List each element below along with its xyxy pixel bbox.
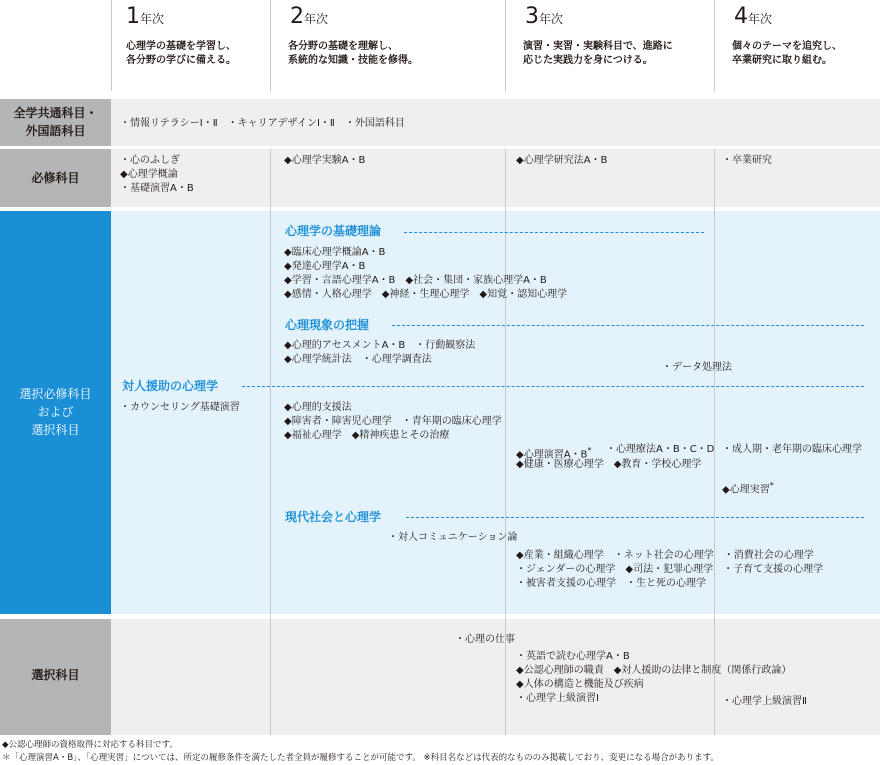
year-4-title: 4年次 xyxy=(734,4,773,29)
common-label: 全学共通科目・ 外国語科目 xyxy=(13,106,98,138)
required-label: 必修科目 xyxy=(31,171,80,185)
phenomena-y3: ・データ処理法 xyxy=(662,362,732,373)
column-divider xyxy=(111,0,112,91)
phenomena-list: ◆心理的アセスメントA・B ・行動観察法 ◆心理学統計法 ・心理学調査法 xyxy=(284,340,476,365)
year-2-title: 2年次 xyxy=(290,4,329,29)
column-divider xyxy=(714,149,715,735)
support-y1: ・カウンセリング基礎演習 xyxy=(120,402,240,413)
column-divider xyxy=(270,0,271,91)
required-y2: ◆心理学実験A・B xyxy=(284,155,366,166)
year-3-desc: 演習・実習・実験科目で、進路に 応じた実践力を身につける。 xyxy=(523,41,673,66)
footnote-2: ＊「心理演習A・B」、「心理実習」については、所定の履修条件を満たした者全員が履修することが可能です。 ※科目名などは代表的なもののみ掲載しており、変更になる場合があります。 xyxy=(2,753,719,763)
elective-required-label: 選択必修科目 および 選択科目 xyxy=(19,387,92,437)
category-support-title: 対人援助の心理学 xyxy=(122,379,219,393)
required-y4: ・卒業研究 xyxy=(722,155,772,166)
category-basic-theory-title: 心理学の基礎理論 xyxy=(285,224,382,238)
elective-y3-list: ・英語で読む心理学A・B ◆公認心理師の職責 ◆対人援助の法律と制度（関係行政論） ◆人体の構造と機能及び疾病 ・心理学上級演習Ⅰ xyxy=(516,651,792,704)
year-1-desc: 心理学の基礎を学習し、 各分野の学びに備える。 xyxy=(126,41,236,66)
category-divider xyxy=(406,517,864,518)
category-divider xyxy=(392,325,864,326)
category-divider xyxy=(242,386,864,387)
category-divider xyxy=(404,232,704,233)
column-divider xyxy=(505,0,506,91)
year-1-title: 1年次 xyxy=(126,4,165,29)
required-y3: ◆心理学研究法A・B xyxy=(516,155,608,166)
year-4-desc: 個々のテーマを追究し、 卒業研究に取り組む。 xyxy=(732,41,842,66)
support-y3c: ◆健康・医療心理学 ◆教育・学校心理学 xyxy=(516,459,702,470)
year-3-title: 3年次 xyxy=(525,4,564,29)
support-y4a: ・成人期・老年期の臨床心理学 xyxy=(722,444,862,455)
modern-y3-list: ◆産業・組織心理学 ・ネット社会の心理学 ・消費社会の心理学 ・ジェンダーの心理学 ◆司法・犯罪心理学 ・子育て支援の心理学 ・被害者支援の心理学 ・生と死の心理学 xyxy=(516,550,824,589)
support-y3b: ・心理療法A・B・C・D xyxy=(606,444,715,455)
support-y3a: ◆心理演習A・B* xyxy=(516,445,592,461)
column-divider xyxy=(270,149,271,735)
support-y4b: ◆心理実習* xyxy=(722,480,774,496)
column-divider xyxy=(714,0,715,91)
required-y1: ・心のふしぎ ◆心理学概論 ・基礎演習A・B xyxy=(120,155,194,194)
basic-theory-list: ◆臨床心理学概論A・B ◆発達心理学A・B ◆学習・言語心理学A・B ◆社会・集団・家族心理学A・B ◆感情・人格心理学 ◆神経・生理心理学 ◆知覚・認知心理学 xyxy=(284,247,568,300)
elective-y2: ・心理の仕事 xyxy=(455,634,515,645)
footnote-1: ◆公認心理師の資格取得に対応する科目です。 xyxy=(2,740,178,750)
common-content: ・情報リテラシーⅠ・Ⅱ ・キャリアデザインⅠ・Ⅱ ・外国語科目 xyxy=(120,118,405,129)
column-divider xyxy=(505,149,506,735)
modern-y2: ・対人コミュニケーション論 xyxy=(388,532,518,543)
year-2-desc: 各分野の基礎を理解し、 系統的な知識・技能を修得。 xyxy=(288,41,418,66)
category-modern-title: 現代社会と心理学 xyxy=(285,510,382,524)
elective-label: 選択科目 xyxy=(31,668,80,682)
elective-y4: ・心理学上級演習Ⅱ xyxy=(722,696,807,707)
category-phenomena-title: 心理現象の把握 xyxy=(285,318,370,332)
support-y2-list: ◆心理的支援法 ◆障害者・障害児心理学 ・青年期の臨床心理学 ◆福祉心理学 ◆精神疾患とその治療 xyxy=(284,402,502,441)
